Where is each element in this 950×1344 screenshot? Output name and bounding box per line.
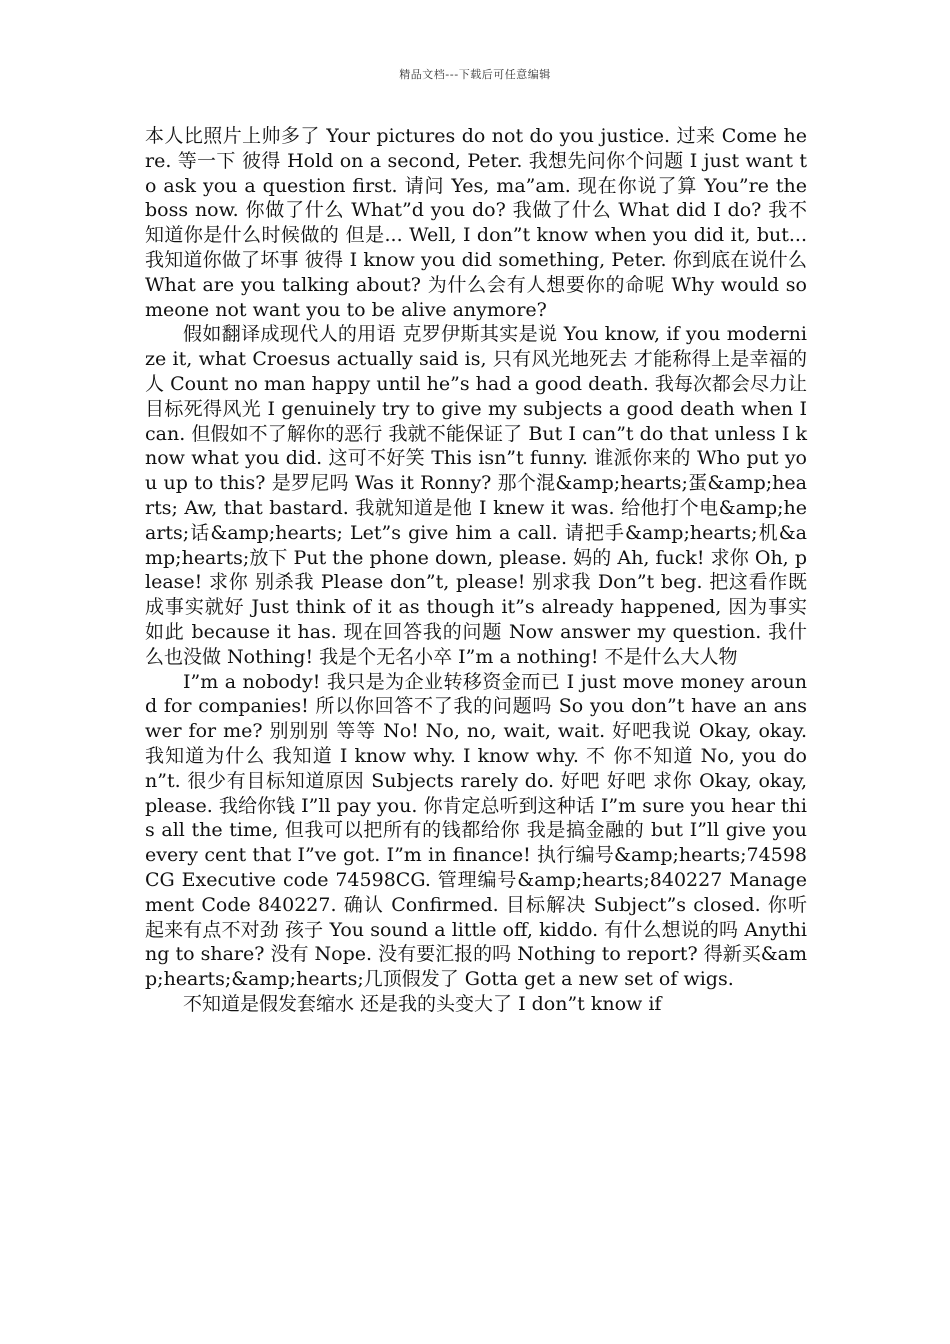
page-header: 精品文档---下载后可任意编辑: [399, 68, 551, 81]
paragraph: 假如翻译成现代人的用语 克罗伊斯其实是说 You know, if you modernize it, what Croesus actually said is, 只有风光地死去 才能称得上是幸福的人 Count no man happy until he”s had a good death. 我每次都会尽力让目标死得风光 I genuinely try to give my subjects a good death when I can. 但假如不了解你的恶行 我就不能保证了 But I can”t do that unless I know what you did. 这可不好笑 This isn”t funny. 谁派你来的 Who put you up to this? 是罗尼吗 Was it Ronny? 那个混&amp;hearts;蛋&amp;hearts; Aw, that bastard. 我就知道是他 I knew it was. 给他打个电&amp;hearts;话&amp;hearts; Let”s give him a call. 请把手&amp;hearts;机&amp;hearts;放下 Put the phone down, please. 妈的 Ah, fuck! 求你 Oh, please! 求你 别杀我 Please don”t, please! 别求我 Don”t beg. 把这看作既成事实就好 Just think of it as though it”s already happened, 因为事实如此 because it has. 现在回答我的问题 Now answer my question. 我什么也没做 Nothing! 我是个无名小卒 I”m a nothing! 不是什么大人物: [145, 323, 807, 668]
paragraph: 不知道是假发套缩水 还是我的头变大了 I don”t know if: [183, 992, 662, 1015]
paragraph: I”m a nobody! 我只是为企业转移资金而已 I just move money around for companies! 所以你回答不了我的问题吗 So you don”t have an answer for me? 别别别 等等 No! No, no, wait, wait. 好吧我说 Okay, okay. 我知道为什么 我知道 I know why. I know why. 不 你不知道 No, you don”t. 很少有目标知道原因 Subjects rarely do. 好吧 好吧 求你 Okay, okay, please. 我给你钱 I”ll pay you. 你肯定总听到这种话 I”m sure you hear this all the time, 但我可以把所有的钱都给你 我是搞金融的 but I”ll give you every cent that I”ve got. I”m in finance! 执行编号&amp;hearts;74598CG Executive code 74598CG. 管理编号&amp;hearts;840227 Management Code 840227. 确认 Confirmed. 目标解决 Subject”s closed. 你听起来有点不对劲 孩子 You sound a little off, kiddo. 有什么想说的吗 Anything to share? 没有 Nope. 没有要汇报的吗 Nothing to report? 得新买&amp;hearts;&amp;hearts;几顶假发了 Gotta get a new set of wigs.: [145, 670, 807, 991]
body-text: [145, 124, 807, 1017]
paragraph: 本人比照片上帅多了 Your pictures do not do you justice. 过来 Come here. 等一下 彼得 Hold on a second, Peter. 我想先问你个问题 I just want to ask you a question first. 请问 Yes, ma”am. 现在你说了算 You”re the boss now. 你做了什么 What”d you do? 我做了什么 What did I do? 我不知道你是什么时候做的 但是... Well, I don”t know when you did it, but... 我知道你做了坏事 彼得 I know you did something, Peter. 你到底在说什么 What are you talking about? 为什么会有人想要你的命呢 Why would someone not want you to be alive anymore?: [145, 125, 807, 321]
